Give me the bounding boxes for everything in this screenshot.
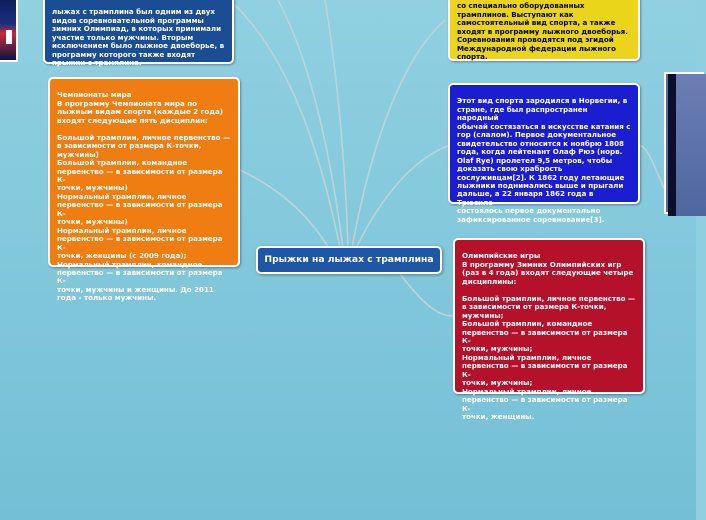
node-world-championships-text: Чемпионаты мира В программу Чемпионата мира по лыжным видам спорта (каждые 2 года) входят следующие пять дисциплин: Большой трамплин, личное первенство — в зависимости от размера К-точки, мужчины) Большой трамплин, командное первенство — в зависимости от размера К- точки, мужчины) Нормальный трамплин, личное первенство — в зависимости от размера К- точки, мужчины) Нормальный трамплин, личное первенство — в зависимости от размера К- точки, женщины (с 2009 года); Нормальный трамплин, командное первенство — в зависимости от размера К- точки, мужчины и женщины. До 2011 года - только мужчины.	[57, 90, 231, 303]
connector-world	[240, 170, 330, 250]
node-intro-tail-text: лыжах с трамплина был одним из двух видов соревновательной программы зимних Олимпиад, в которых принимали участие только мужчины. Вторым исключением было лыжное двоеборье, в программу которого также входят прыжки с трамплина.	[52, 7, 225, 68]
photo-accent	[6, 30, 12, 44]
node-world-championships[interactable]	[48, 77, 240, 303]
connector-photo-right	[640, 145, 665, 190]
node-history[interactable]	[448, 83, 640, 224]
node-olympic-games-text: Олимпийские игры В программу Зимних Олимпийских игр (раз в 4 года) входят следующие четыре дисциплины: Большой трамплин, личное первенство — в зависимости от размера К-точки, мужчины; Большой трамплин, командное первенство — в зависимости от размера К- точки, мужчины; Нормальный трамплин, личное первенство — в зависимости от размера К- точки, мужчины; Нормальный трамплин, личное первенство — в зависимости от размера К- точки, женщины.	[462, 251, 636, 422]
node-olympic-games[interactable]	[453, 238, 645, 422]
connector-intro	[235, 5, 340, 248]
node-sport-definition-text: со специально оборудованных трамплинов. Выступают как самостоятельный вид спорта, а также входят в программу лыжного двоеборья. Соревнования проводятся под эгидой Международной федерации лыжного спорта.	[457, 1, 628, 62]
photo-dark-band	[668, 74, 676, 216]
central-topic[interactable]	[256, 246, 442, 274]
connector-history	[356, 145, 450, 248]
node-history-text: Этот вид спорта зародился в Норвегии, в стране, где был распространен народный обычай состязаться в искусстве катания с гор (слалом). Первое документальное свидетельство относится к ноябрю 1808 года, когда лейтенант Олаф Рюэ (норв. Olaf Rye) пролетел 9,5 метров, чтобы доказать свою храбрость сослуживцам[2]. К 1862 году летающие лыжники поднимались выше и прыгали дальше, а 22 января 1862 года в Трюсиле состоялось первое документально зафиксированное соревнование[3].	[457, 96, 631, 224]
node-sport-definition[interactable]	[448, 0, 640, 61]
node-intro-tail[interactable]	[43, 0, 234, 68]
photo-sky	[676, 74, 706, 216]
connector-olympic	[400, 274, 455, 316]
central-topic-label: Прыжки на лыжах с трамплина	[264, 254, 434, 265]
connector-top-left	[278, 0, 343, 248]
ski-jumper-photo-right	[664, 72, 704, 214]
connector-sport	[352, 20, 445, 248]
connector-top-mid	[325, 0, 348, 248]
ski-jumper-photo-top-left	[0, 0, 18, 62]
